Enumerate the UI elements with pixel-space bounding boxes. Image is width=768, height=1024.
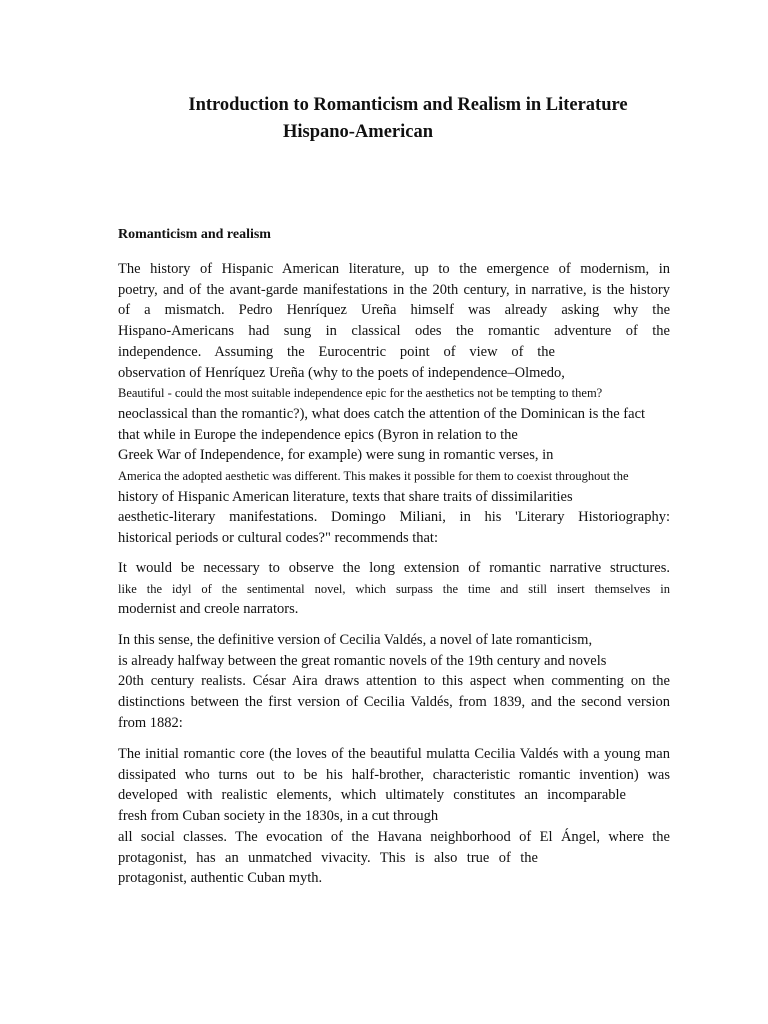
paragraph-2 — [118, 558, 670, 620]
text-line: developed with realistic elements, which ultimately constitutes an incomparable — [118, 787, 626, 804]
section-heading: Romanticism and realism — [118, 227, 271, 242]
text-line: protagonist, has an unmatched vivacity. This is also true of the — [118, 849, 538, 866]
text-line: modernist and creole narrators. — [118, 601, 299, 618]
text-line: observation of Henríquez Ureña (why to the poets of independence–Olmedo, — [118, 364, 565, 381]
text-line: of a mismatch. Pedro Henríquez Ureña himself was already asking why the — [118, 302, 670, 319]
text-line: Hispano-Americans had sung in classical odes the romantic adventure of the — [118, 323, 670, 340]
text-line: history of Hispanic American literature, texts that share traits of dissimilarities — [118, 488, 573, 505]
paragraph-3 — [118, 630, 670, 734]
text-line: neoclassical than the romantic?), what does catch the attention of the Dominican is the fact — [118, 405, 646, 422]
text-line: America the adopted aesthetic was different. This makes it possible for them to coexist throughout the — [118, 469, 629, 484]
text-line: historical periods or cultural codes?" recommends that: — [118, 530, 438, 547]
text-line: distinctions between the first version of Cecilia Valdés, from 1839, and the second version — [118, 694, 670, 711]
text-line: Greek War of Independence, for example) were sung in romantic verses, in — [118, 447, 554, 464]
text-line: The history of Hispanic American literature, up to the emergence of modernism, in — [118, 261, 670, 277]
text-line: that while in Europe the independence epics (Byron in relation to the — [118, 426, 518, 443]
text-line: dissipated who turns out to be his half-brother, characteristic romantic invention) was — [118, 766, 670, 783]
text-line: The initial romantic core (the loves of the beautiful mulatta Cecilia Valdés with a young man — [118, 746, 670, 762]
document-title-line-2: Hispano-American — [282, 122, 434, 142]
text-line: In this sense, the definitive version of Cecilia Valdés, a novel of late romanticism, — [118, 632, 593, 648]
text-line: fresh from Cuban society in the 1830s, in a cut through — [118, 808, 439, 825]
text-line: It would be necessary to observe the long extension of romantic narrative structures. — [118, 560, 670, 576]
text-line: Beautiful - could the most suitable independence epic for the aesthetics not be tempting to them? — [118, 386, 603, 401]
document-title-line-1: Introduction to Romanticism and Realism in Literature — [188, 95, 628, 115]
text-line: all social classes. The evocation of the Havana neighborhood of El Ángel, where the — [118, 828, 670, 845]
paragraph-4 — [118, 744, 670, 889]
text-line: from 1882: — [118, 714, 183, 731]
text-line: aesthetic-literary manifestations. Domingo Miliani, in his 'Literary Historiography: — [118, 509, 670, 526]
paragraph-1 — [118, 259, 670, 549]
text-line: poetry, and of the avant-garde manifestations in the 20th century, in narrative, is the history — [118, 281, 670, 298]
text-line: like the idyl of the sentimental novel, which surpass the time and still insert themselves in — [118, 581, 670, 596]
text-line: protagonist, authentic Cuban myth. — [118, 870, 323, 887]
text-line: independence. Assuming the Eurocentric point of view of the — [118, 343, 555, 360]
text-line: is already halfway between the great romantic novels of the 19th century and novels — [118, 652, 607, 669]
text-line: 20th century realists. César Aira draws attention to this aspect when commenting on the — [118, 673, 670, 690]
